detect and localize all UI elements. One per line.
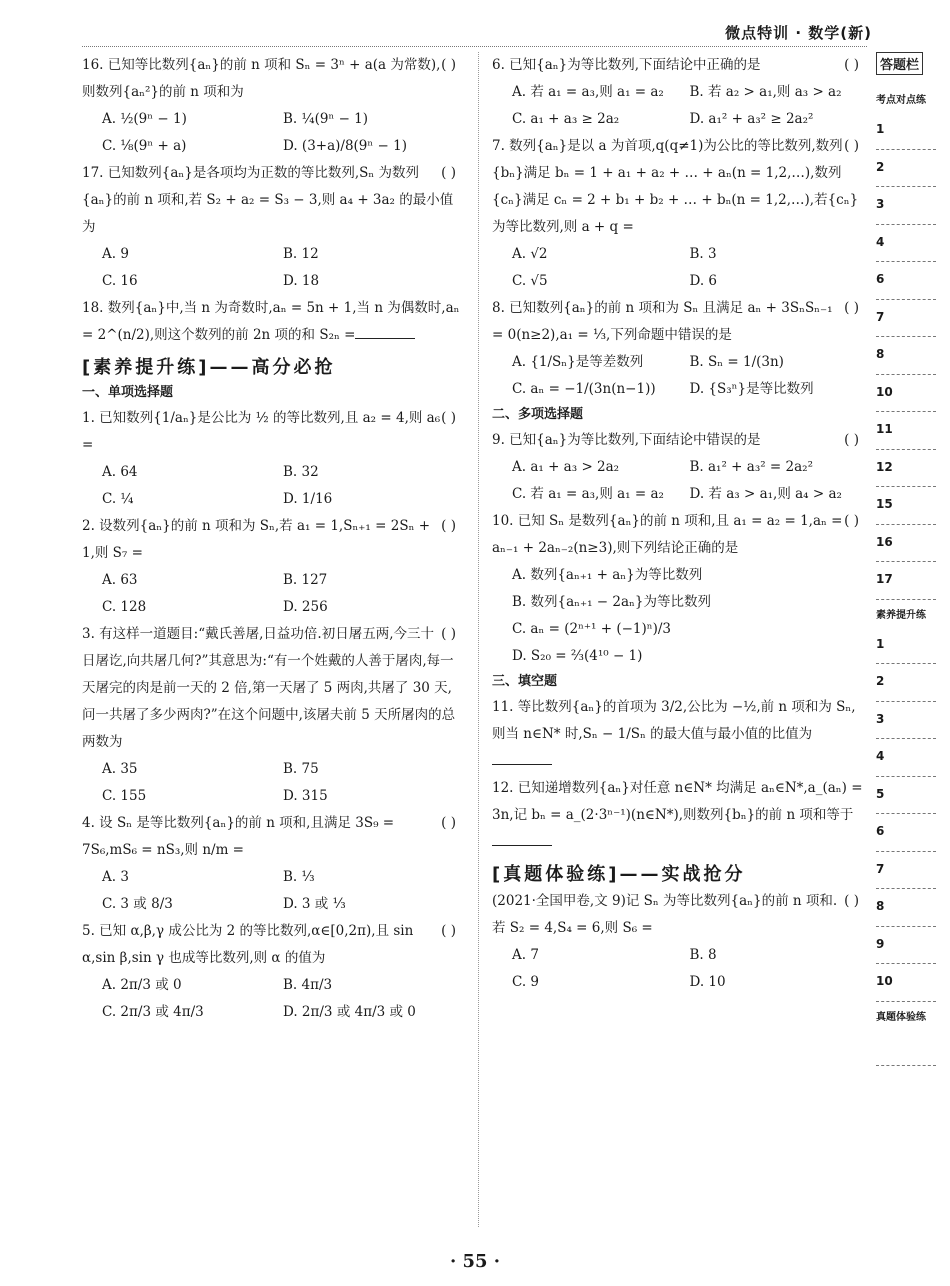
question-body: 10. 已知 Sₙ 是数列{aₙ}的前 n 项和,且 a₁ = a₂ = 1,aₙ = aₙ₋₁ + 2aₙ₋₂(n≥3),则下列结论正确的是: [492, 513, 843, 556]
column-divider: [478, 52, 479, 1227]
option-item: D. 若 a₃ > a₁,则 a₄ > a₂: [689, 486, 842, 502]
question-text: [82, 621, 464, 756]
option-item: B. 4π/3: [283, 977, 333, 993]
answer-group-label: 真题体验练: [876, 1011, 926, 1023]
question-body: 2. 设数列{aₙ}的前 n 项和为 Sₙ,若 a₁ = 1,Sₙ₊₁ = 2Sₙ + 1,则 S₇ =: [82, 518, 431, 561]
answer-group-label: 考点对点练: [876, 95, 926, 106]
option-item: B. 数列{aₙ₊₁ − 2aₙ}为等比数列: [512, 594, 711, 610]
answer-slot[interactable]: 9: [876, 927, 936, 965]
answer-sidebar-title: 答题栏: [876, 52, 923, 75]
option-item: C. ⅛(9ⁿ + a): [102, 138, 187, 154]
question-text: [82, 295, 464, 349]
option-item: C. 16: [102, 273, 138, 289]
question-text: [492, 52, 867, 79]
answer-paren: ( ): [844, 432, 859, 448]
option-item: D. (3+a)/8(9ⁿ − 1): [283, 138, 407, 154]
option-item: A. 35: [102, 761, 138, 777]
option-item: C. aₙ = −1/(3n(n−1)): [512, 381, 656, 397]
answer-sidebar: [876, 52, 936, 1066]
option-item: A. {1/Sₙ}是等差数列: [512, 354, 644, 370]
answer-slot[interactable]: 2: [876, 664, 936, 702]
option-list: [492, 79, 867, 133]
option-item: D. a₁² + a₃² ≥ 2a₂²: [689, 111, 814, 127]
option-item: B. Sₙ = 1/(3n): [689, 354, 784, 370]
option-item: B. 8: [689, 947, 717, 963]
question-text: [492, 888, 867, 942]
answer-slot[interactable]: 3: [876, 187, 936, 225]
answer-paren: ( ): [441, 923, 456, 939]
answer-slot[interactable]: 2: [876, 150, 936, 188]
option-item: D. 6: [689, 273, 718, 289]
option-list: [492, 562, 867, 670]
answer-paren: ( ): [844, 300, 859, 316]
answer-slot[interactable]: 16: [876, 525, 936, 563]
option-item: A. 3: [102, 869, 129, 885]
answer-paren: ( ): [441, 165, 456, 181]
option-item: B. a₁² + a₃² = 2a₂²: [689, 459, 813, 475]
page-header-title: 微点特训 · 数学(新): [725, 24, 872, 42]
answer-slot[interactable]: [876, 1029, 936, 1067]
option-item: D. 1/16: [283, 491, 333, 507]
option-item: D. 18: [283, 273, 320, 289]
option-item: D. 3 或 ⅓: [283, 896, 346, 912]
option-item: B. 127: [283, 572, 328, 588]
answer-paren: ( ): [844, 138, 859, 154]
answer-slot[interactable]: 7: [876, 300, 936, 338]
option-list: [82, 567, 464, 621]
option-item: B. 32: [283, 464, 319, 480]
question-body: 11. 等比数列{aₙ}的首项为 3/2,公比为 −½,前 n 项和为 Sₙ,则当 n∈N* 时,Sₙ − 1/Sₙ 的最大值与最小值的比值为: [492, 699, 856, 742]
question-body: 5. 已知 α,β,γ 成公比为 2 的等比数列,α∈[0,2π),且 sin α,sin β,sin γ 也成等比数列,则 α 的值为: [82, 923, 414, 966]
question-body: 12. 已知递增数列{aₙ}对任意 n∈N* 均满足 aₙ∈N*,a_(aₙ) = 3n,记 bₙ = a_(2·3ⁿ⁻¹)(n∈N*),则数列{bₙ}的前 n 项和等于: [492, 780, 863, 823]
option-item: A. a₁ + a₃ > 2a₂: [512, 459, 620, 475]
answer-slot[interactable]: 12: [876, 450, 936, 488]
page-number: · 55 ·: [449, 1251, 501, 1272]
question-body: 3. 有这样一道题目:“戴氏善屠,日益功倍.初日屠五两,今三十日屠讫,向共屠几何?”其意思为:“有一个姓戴的人善于屠肉,每一天屠完的肉是前一天的 2 倍,第一天屠了 5 两肉,共屠了 30 天,问一共屠了多少两肉?”在这个问题中,该屠夫前 5 天所屠肉的总两数为: [82, 626, 456, 750]
answer-paren: ( ): [441, 518, 456, 534]
option-list: [82, 972, 464, 1026]
fill-blank: [492, 764, 552, 765]
option-item: C. 155: [102, 788, 147, 804]
subsection-heading: 三、填空题: [492, 674, 558, 689]
option-item: C. a₁ + a₃ ≥ 2a₂: [512, 111, 620, 127]
option-item: B. ¼(9ⁿ − 1): [283, 111, 369, 127]
question-text: [492, 133, 867, 241]
question-text: [82, 810, 464, 864]
answer-slot[interactable]: 1: [876, 112, 936, 150]
answer-paren: ( ): [441, 626, 456, 642]
question-body: 7. 数列{aₙ}是以 a 为首项,q(q≠1)为公比的等比数列,数列{bₙ}满足 bₙ = 1 + a₁ + a₂ + … + aₙ(n = 1,2,…),数列{cₙ}满足 cₙ = 2 + b₁ + b₂ + … + bₙ(n = 1,2,…),若{cₙ}为等比数列,则 a + q =: [492, 138, 859, 235]
option-item: A. 64: [102, 464, 138, 480]
answer-slot[interactable]: 8: [876, 337, 936, 375]
answer-slot[interactable]: 17: [876, 562, 936, 600]
option-item: D. 2π/3 或 4π/3 或 0: [283, 1004, 416, 1020]
question-body: 17. 已知数列{aₙ}是各项均为正数的等比数列,Sₙ 为数列{aₙ}的前 n 项和,若 S₂ + a₂ = S₃ − 3,则 a₄ + 3a₂ 的最小值为: [82, 165, 454, 235]
option-item: D. 10: [689, 974, 726, 990]
answer-slot[interactable]: 6: [876, 262, 936, 300]
question-body: 8. 已知数列{aₙ}的前 n 项和为 Sₙ 且满足 aₙ + 3SₙSₙ₋₁ = 0(n≥2),a₁ = ⅓,下列命题中错误的是: [492, 300, 833, 343]
answer-paren: ( ): [844, 57, 859, 73]
option-list: [82, 756, 464, 810]
option-item: D. S₂₀ = ⅔(4¹⁰ − 1): [512, 648, 643, 664]
answer-paren: ( ): [441, 410, 456, 426]
answer-slot[interactable]: 6: [876, 814, 936, 852]
option-item: B. 12: [283, 246, 319, 262]
option-list: [82, 241, 464, 295]
option-item: C. ¼: [102, 491, 134, 507]
question-body: 16. 已知等比数列{aₙ}的前 n 项和 Sₙ = 3ⁿ + a(a 为常数),则数列{aₙ²}的前 n 项和为: [82, 57, 441, 100]
option-item: A. ½(9ⁿ − 1): [102, 111, 187, 127]
option-item: A. √2: [512, 246, 548, 262]
question-body: 1. 已知数列{1/aₙ}是公比为 ½ 的等比数列,且 a₂ = 4,则 a₆ =: [82, 410, 441, 453]
answer-slot[interactable]: 11: [876, 412, 936, 450]
question-body: 6. 已知{aₙ}为等比数列,下面结论中正确的是: [492, 57, 761, 73]
option-item: A. 2π/3 或 0: [102, 977, 182, 993]
question-text: [492, 427, 867, 454]
question-text: [492, 775, 867, 856]
option-item: B. 75: [283, 761, 319, 777]
fill-blank: [492, 845, 552, 846]
option-list: [492, 454, 867, 508]
answer-slot[interactable]: 1: [876, 627, 936, 665]
answer-slot[interactable]: 4: [876, 739, 936, 777]
answer-slot[interactable]: 15: [876, 487, 936, 525]
option-item: C. 2π/3 或 4π/3: [102, 1004, 204, 1020]
answer-paren: ( ): [844, 893, 859, 909]
answer-slot[interactable]: 4: [876, 225, 936, 263]
option-list: [492, 942, 867, 996]
question-body: 9. 已知{aₙ}为等比数列,下面结论中错误的是: [492, 432, 761, 448]
question-text: [82, 405, 464, 459]
answer-slot[interactable]: 10: [876, 964, 936, 1002]
question-text: [82, 52, 464, 106]
answer-slot[interactable]: 7: [876, 852, 936, 890]
option-list: [82, 106, 464, 160]
fill-blank: [355, 338, 415, 339]
option-item: A. 63: [102, 572, 138, 588]
question-text: [492, 295, 867, 349]
option-item: B. ⅓: [283, 869, 315, 885]
question-text: [82, 918, 464, 972]
question-body: (2021·全国甲卷,文 9)记 Sₙ 为等比数列{aₙ}的前 n 项和.若 S₂ = 4,S₄ = 6,则 S₆ =: [492, 893, 838, 936]
question-text: [492, 694, 867, 775]
option-item: A. 7: [512, 947, 539, 963]
question-text: [82, 513, 464, 567]
option-item: C. aₙ = (2ⁿ⁺¹ + (−1)ⁿ)/3: [512, 621, 672, 637]
answer-paren: ( ): [441, 57, 456, 73]
option-item: B. 若 a₂ > a₁,则 a₃ > a₂: [689, 84, 842, 100]
option-item: D. {S₃ⁿ}是等比数列: [689, 381, 814, 397]
subsection-heading: 二、多项选择题: [492, 407, 584, 422]
option-item: C. 9: [512, 974, 540, 990]
option-item: C. √5: [512, 273, 548, 289]
question-body: 4. 设 Sₙ 是等比数列{aₙ}的前 n 项和,且满足 3S₉ = 7S₆,mS₆ = nS₃,则 n/m =: [82, 815, 395, 858]
answer-slot[interactable]: 10: [876, 375, 936, 413]
option-item: D. 256: [283, 599, 328, 615]
option-list: [82, 459, 464, 513]
option-item: C. 128: [102, 599, 147, 615]
question-body: 18. 数列{aₙ}中,当 n 为奇数时,aₙ = 5n + 1,当 n 为偶数时,aₙ = 2^(n/2),则这个数列的前 2n 项的和 S₂ₙ =: [82, 300, 460, 343]
option-item: C. 若 a₁ = a₃,则 a₁ = a₂: [512, 486, 664, 502]
option-item: A. 数列{aₙ₊₁ + aₙ}为等比数列: [512, 567, 703, 583]
question-text: [82, 160, 464, 241]
right-column: [492, 52, 867, 996]
question-text: [492, 508, 867, 562]
answer-slot[interactable]: 3: [876, 702, 936, 740]
answer-paren: ( ): [441, 815, 456, 831]
option-list: [82, 864, 464, 918]
section-heading: [真题体验练]——实战抢分: [492, 864, 746, 885]
option-item: B. 3: [689, 246, 717, 262]
option-list: [492, 241, 867, 295]
subsection-heading: 一、单项选择题: [82, 385, 174, 400]
option-list: [492, 349, 867, 403]
header-divider: [82, 46, 867, 47]
answer-slot[interactable]: 8: [876, 889, 936, 927]
option-item: D. 315: [283, 788, 328, 804]
answer-group-label: 素养提升练: [876, 609, 926, 621]
answer-paren: ( ): [844, 513, 859, 529]
section-heading: [素养提升练]——高分必抢: [82, 357, 336, 378]
answer-slot[interactable]: 5: [876, 777, 936, 815]
option-item: C. 3 或 8/3: [102, 896, 173, 912]
option-item: A. 9: [102, 246, 129, 262]
left-column: [82, 52, 464, 1026]
option-item: A. 若 a₁ = a₃,则 a₁ = a₂: [512, 84, 664, 100]
